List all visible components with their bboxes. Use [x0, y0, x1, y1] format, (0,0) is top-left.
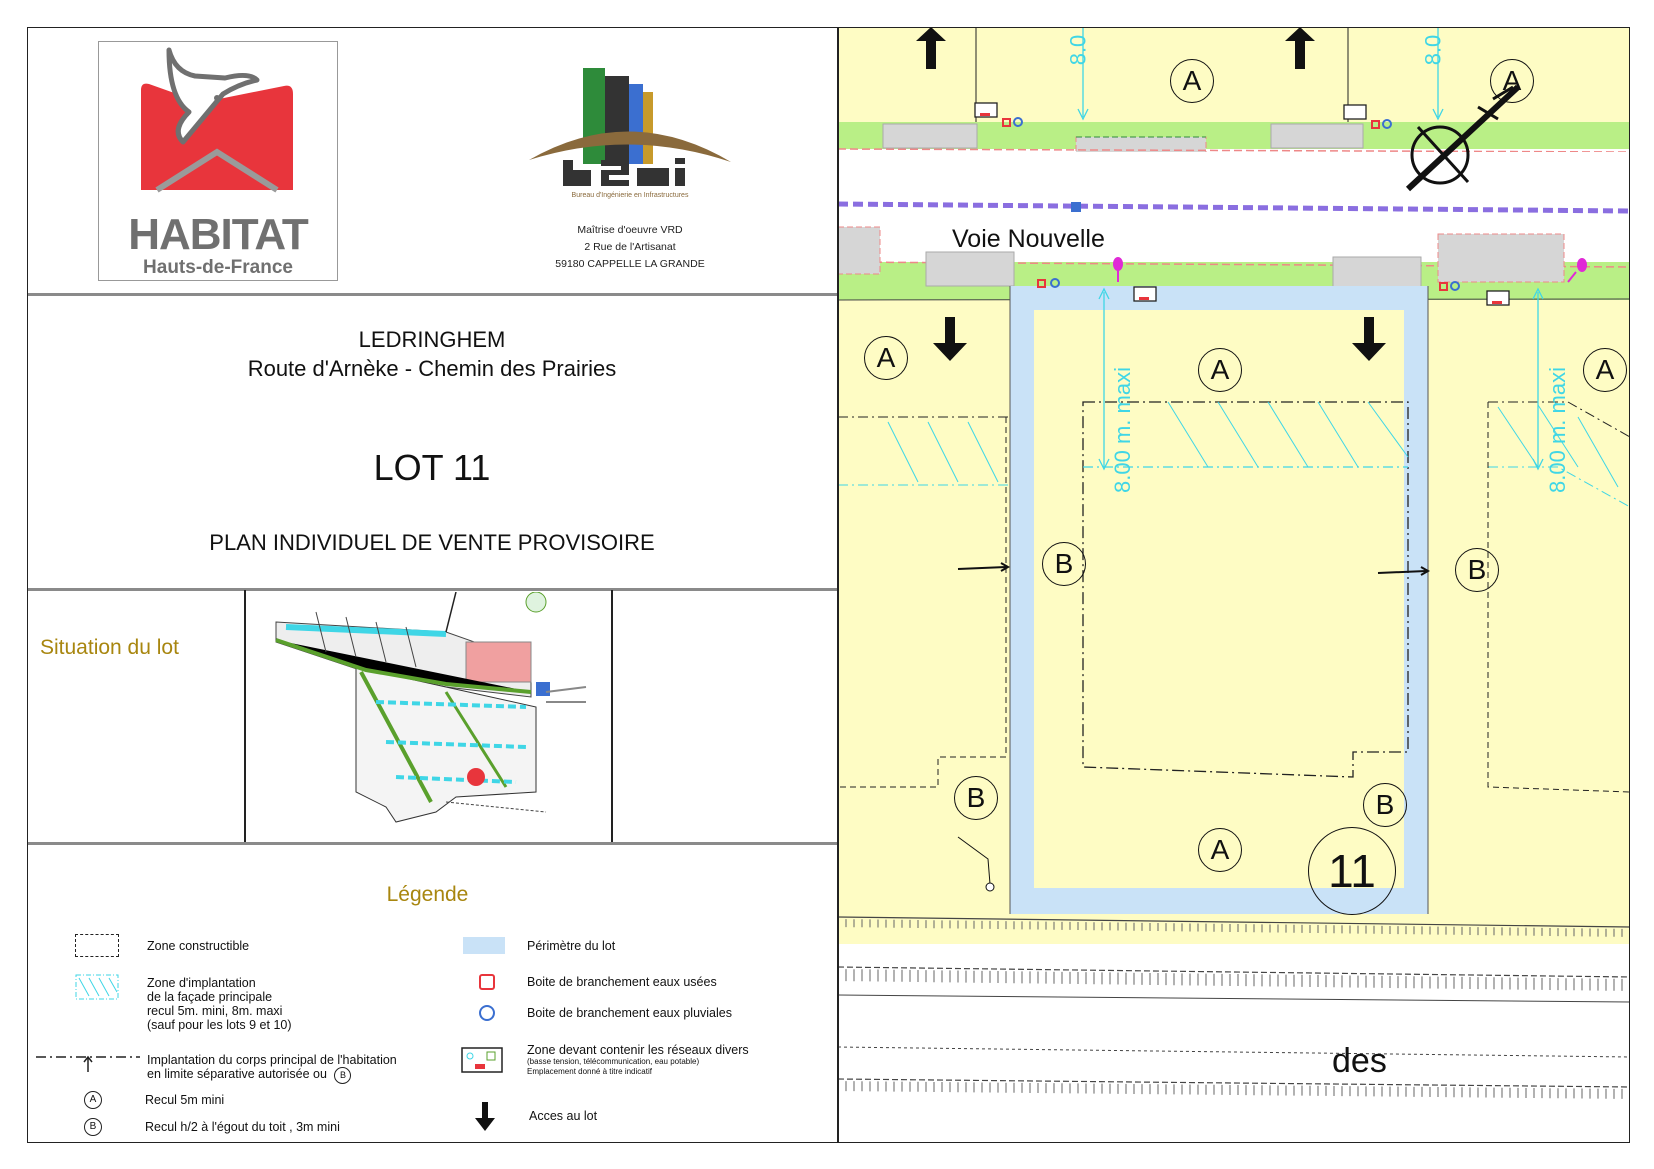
- project-address: Route d'Arnèke - Chemin des Prairies: [247, 356, 617, 381]
- recul-b-marker: B: [1042, 542, 1086, 586]
- legend-a-circle-icon: A: [84, 1091, 102, 1109]
- contractor-line1: Maîtrise d'oeuvre VRD: [577, 224, 683, 236]
- b2i-tagline: Bureau d'Ingénierie en Infrastructures: [571, 192, 689, 199]
- recul-a-marker: A: [1490, 59, 1534, 103]
- habitat-title: HABITAT: [128, 210, 308, 259]
- dim-label-top-right: 8.0: [1420, 34, 1446, 66]
- situation-label: Situation du lot: [40, 636, 179, 659]
- legend-corps-line1: Implantation du corps principal de l'habitation: [147, 1053, 397, 1067]
- road-bottom-label: des: [1332, 1042, 1387, 1080]
- legend-recul-a: Recul 5m mini: [145, 1093, 225, 1107]
- dim-label-lot: 8.00 m. maxi: [1110, 367, 1135, 493]
- recul-b-marker: B: [1363, 783, 1407, 827]
- legend-boite-usees: Boite de branchement eaux usées: [527, 975, 717, 989]
- legend-perimetre: Périmètre du lot: [527, 939, 616, 953]
- legend-title: Légende: [386, 883, 469, 906]
- recul-a-marker: A: [1170, 59, 1214, 103]
- plan-title: PLAN INDIVIDUEL DE VENTE PROVISOIRE: [209, 530, 655, 555]
- dim-label-right: 8.00 m. maxi: [1545, 367, 1570, 493]
- dim-label-top-left: 8.0: [1065, 34, 1091, 66]
- legend-b-circle-icon: B: [334, 1067, 351, 1084]
- legend-zone-constructible: Zone constructible: [147, 939, 250, 953]
- recul-a-marker: A: [1583, 348, 1627, 392]
- contractor-line3: 59180 CAPPELLE LA GRANDE: [555, 258, 705, 270]
- legend-b-circle-icon: B: [84, 1118, 102, 1136]
- panel-divider: [837, 27, 839, 1143]
- page-frame: [27, 27, 1630, 1143]
- habitat-subtitle: Hauts-de-France: [143, 257, 293, 278]
- recul-b-marker: B: [954, 776, 998, 820]
- recul-a-marker: A: [1198, 348, 1242, 392]
- recul-a-marker: A: [864, 336, 908, 380]
- contractor-line2: 2 Rue de l'Artisanat: [584, 241, 676, 253]
- legend-recul-b: Recul h/2 à l'égout du toit , 3m mini: [145, 1120, 340, 1134]
- recul-b-marker: B: [1455, 548, 1499, 592]
- legend-reseaux-note2: Emplacement donné à titre indicatif: [527, 1067, 652, 1076]
- recul-a-marker: A: [1198, 828, 1242, 872]
- legend-implantation-line2: de la façade principale: [147, 990, 273, 1004]
- legend-reseaux-note1: (basse tension, télécommunication, eau potable): [527, 1057, 700, 1066]
- road-name-label: Voie Nouvelle: [952, 225, 1105, 253]
- legend-boite-pluviales: Boite de branchement eaux pluviales: [527, 1006, 732, 1020]
- project-town: LEDRINGHEM: [358, 327, 506, 352]
- legend-implantation-line1: Zone d'implantation: [147, 976, 256, 990]
- lot-title: LOT 11: [373, 447, 491, 488]
- legend-corps-text: en limite séparative autorisée ou: [147, 1067, 327, 1081]
- legend-implantation-line4: (sauf pour les lots 9 et 10): [147, 1018, 292, 1032]
- legend-reseaux-text: Zone devant contenir les réseaux divers: [527, 1043, 749, 1057]
- legend-acces: Acces au lot: [529, 1109, 598, 1123]
- lot-number: 11: [1308, 827, 1396, 915]
- legend-implantation-line3: recul 5m. mini, 8m. maxi: [147, 1004, 283, 1018]
